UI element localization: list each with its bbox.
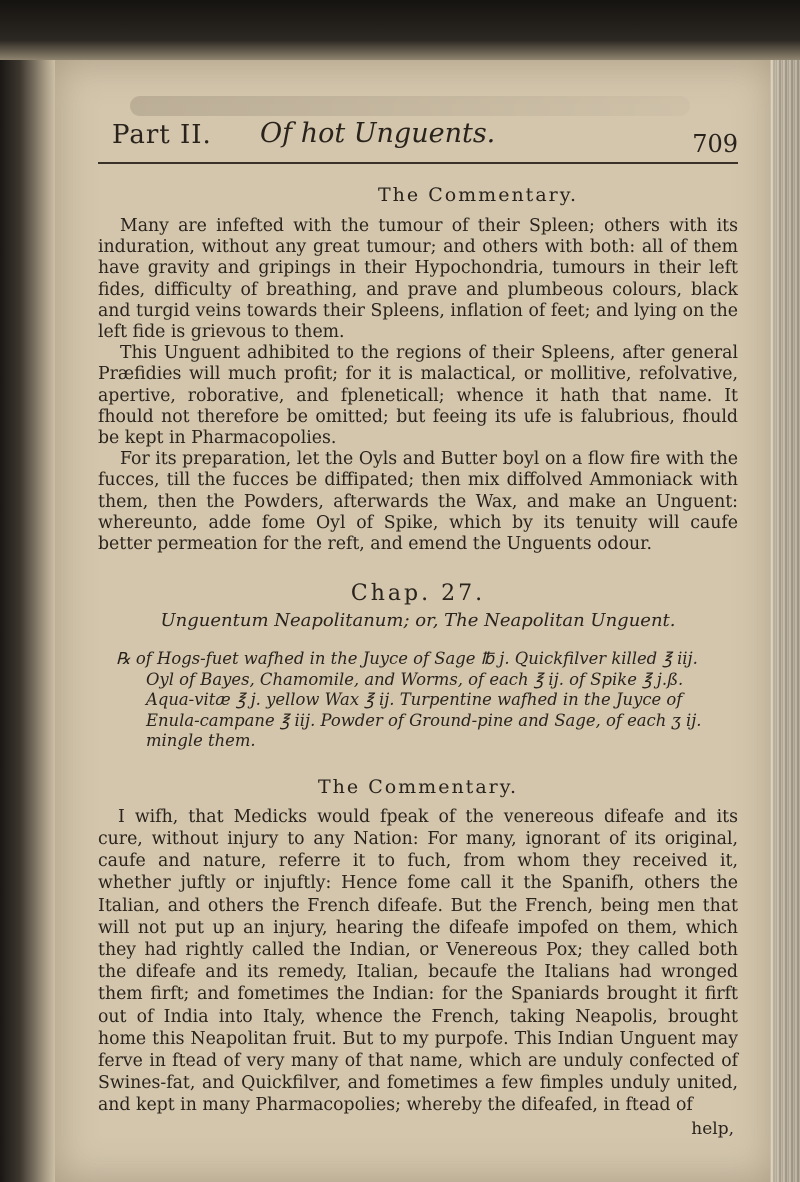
page-number: 709	[692, 130, 738, 158]
commentary-heading: The Commentary.	[318, 775, 518, 798]
commentary-heading: The Commentary.	[378, 184, 578, 206]
page-edges	[770, 60, 800, 1182]
catchword: help,	[691, 1118, 734, 1139]
chapter-heading: Chap. 27.	[350, 581, 486, 607]
paragraph: This Unguent adhibited to the regions of their Spleens, after general Præfidies will much profit; for it is malactical, or mollitive, refolvative, apertive, roborative, and fpleneticall; whence it hath that name. It fhould not therefore be omitted; but feeing its ufe is falubrious, fhould be kept in Pharmacopolies.	[98, 343, 738, 449]
running-header	[98, 118, 738, 164]
book-gutter	[0, 60, 55, 1182]
page-stain	[130, 96, 690, 116]
running-title: Of hot Unguents.	[260, 118, 496, 149]
top-dark-band	[0, 0, 800, 60]
paragraph: Many are infefted with the tumour of their Spleen; others with its induration, without any great tumour; and others with both: all of them have gravity and gripings in their Hypochondria, tumours in their left fides, difficulty of breathing, and prave and plumbeous colours, black and turgid veins towards their Spleens, inflation of feet; and lying on the left fide is grievous to them.	[98, 216, 738, 343]
paragraph: For its preparation, let the Oyls and Butter boyl on a flow fire with the fucces, till the fucces be diffipated; then mix diffolved Ammoniack with them, then the Powders, afterwards the Wax, and make an Unguent: whereunto, adde fome Oyl of Spike, which by its tenuity will caufe better permeation for the reft, and emend the Unguents odour.	[98, 449, 738, 555]
page-text	[98, 118, 738, 1139]
part-label: Part II.	[112, 120, 212, 150]
paragraph: I wifh, that Medicks would fpeak of the venereous difeafe and its cure, without injury to any Nation: For many, ignorant of its original, caufe and nature, referre it to fuch, from whom they received it, whether juftly or injuftly: Hence fome call it the Spanifh, others the Italian, and others the French difeafe. But the French, being men that will not put up an injury, hearing the difeafe impofed on them, which they had rightly called the Indian, or Venereous Pox; they called both the difeafe and its remedy, Italian, becaufe the Italians had wronged them firft; and fometimes the Indian: for the Spaniards brought it firft out of India into Italy, whence the French, taking Neapolis, brought home this Neapolitan fruit. But to my purpofe. This Indian Unguent may ferve in ftead of very many of that name, which are unduly confected of Swines-fat, and Quickfilver, and fometimes a few fimples unduly united, and kept in many Pharmacopolies; whereby the difeafed, in ftead of	[98, 806, 738, 1116]
recipe: ℞ of Hogs-fuet wafhed in the Juyce of Sage ℔ j. Quickfilver killed ℥ iij. Oyl of Bayes, Chamomile, and Worms, of each ℥ ij. of Spike ℥ j.ß. Aqua-vitæ ℥ j. yellow Wax ℥ ij. Turpentine wafhed in the Juyce of Enula-campane ℥ iij. Powder of Ground-pine and Sage, of each ʒ ij. mingle them.	[116, 649, 702, 751]
chapter-subtitle: Unguentum Neapolitanum; or, The Neapolitan Unguent.	[160, 610, 676, 632]
